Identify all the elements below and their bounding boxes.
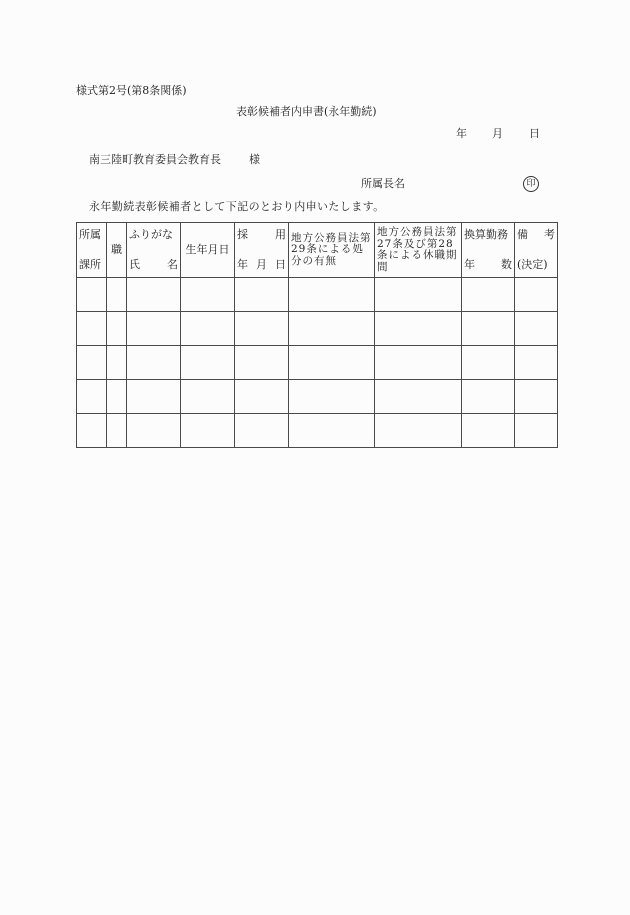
cell-position[interactable]	[107, 312, 127, 346]
addressee-honorific: 様	[249, 153, 260, 166]
header-service-labels	[464, 259, 512, 271]
header-hire-ymd	[237, 259, 286, 271]
cell-article27-28[interactable]	[375, 346, 462, 380]
header-affiliation-line1: 所属	[79, 228, 101, 241]
header-article29	[289, 223, 375, 278]
cell-name[interactable]	[127, 380, 181, 414]
cell-remarks[interactable]	[515, 380, 558, 414]
cell-article29[interactable]	[289, 312, 375, 346]
cell-remarks[interactable]	[515, 312, 558, 346]
cell-name[interactable]	[127, 312, 181, 346]
table-row	[77, 414, 558, 448]
cell-article27-28[interactable]	[375, 278, 462, 312]
document-title: 表彰候補者内申書(永年勤続)	[236, 105, 377, 118]
cell-remarks[interactable]	[515, 278, 558, 312]
cell-name[interactable]	[127, 346, 181, 380]
header-hire-labels	[237, 229, 286, 241]
cell-article27-28[interactable]	[375, 312, 462, 346]
header-article27-28-text: 地方公務員法第27条及び第28条による休職期間	[377, 226, 458, 273]
principal-name-label: 所属長名	[361, 177, 405, 190]
header-service-line1: 換算勤務	[464, 228, 508, 241]
table-row	[77, 278, 558, 312]
cell-article29[interactable]	[289, 278, 375, 312]
date-day-label: 日	[529, 127, 540, 140]
cell-hire-date[interactable]	[235, 278, 289, 312]
date-year-label: 年	[456, 127, 467, 140]
cell-position[interactable]	[107, 414, 127, 448]
cell-hire-date[interactable]	[235, 380, 289, 414]
header-affiliation-line2: 課所	[79, 258, 101, 271]
header-hire-day: 日	[275, 258, 286, 271]
cell-birthdate[interactable]	[181, 278, 235, 312]
cell-service-years[interactable]	[462, 380, 515, 414]
cell-position[interactable]	[107, 346, 127, 380]
date-month-label: 月	[492, 127, 503, 140]
header-hire-year: 年	[237, 258, 248, 271]
header-remarks-b: 考	[544, 228, 555, 241]
cell-remarks[interactable]	[515, 346, 558, 380]
cell-birthdate[interactable]	[181, 312, 235, 346]
header-article27-28	[375, 223, 462, 278]
header-remarks	[515, 223, 558, 278]
cell-hire-date[interactable]	[235, 312, 289, 346]
cell-birthdate[interactable]	[181, 414, 235, 448]
header-name	[127, 223, 181, 278]
header-position: 職	[107, 223, 127, 278]
table-header-row	[77, 223, 558, 278]
header-birthdate: 生年月日	[181, 223, 235, 278]
cell-position[interactable]	[107, 278, 127, 312]
cell-service-years[interactable]	[462, 278, 515, 312]
header-service-label-b: 数	[501, 258, 512, 271]
cell-article27-28[interactable]	[375, 380, 462, 414]
header-article29-text: 地方公務員法第29条による処分の有無	[291, 231, 372, 267]
table-row	[77, 312, 558, 346]
header-affiliation	[77, 223, 107, 278]
cell-birthdate[interactable]	[181, 346, 235, 380]
cell-service-years[interactable]	[462, 346, 515, 380]
cell-affiliation[interactable]	[77, 414, 107, 448]
header-service-label-a: 年	[464, 258, 475, 271]
header-hire-date	[235, 223, 289, 278]
form-number: 様式第2号(第8条関係)	[76, 84, 187, 97]
cell-name[interactable]	[127, 414, 181, 448]
header-name-labels	[129, 259, 178, 271]
addressee: 南三陸町教育委員会教育長	[89, 153, 221, 166]
cell-article27-28[interactable]	[375, 414, 462, 448]
cell-article29[interactable]	[289, 346, 375, 380]
cell-remarks[interactable]	[515, 414, 558, 448]
cell-hire-date[interactable]	[235, 346, 289, 380]
header-remarks-line2: (決定)	[517, 258, 548, 271]
header-remarks-a: 備	[517, 228, 528, 241]
header-name-label-a: 氏	[129, 258, 140, 271]
header-hire-label-b: 用	[275, 228, 286, 241]
cell-article29[interactable]	[289, 414, 375, 448]
header-hire-label-a: 採	[237, 228, 248, 241]
cell-affiliation[interactable]	[77, 380, 107, 414]
cell-article29[interactable]	[289, 380, 375, 414]
header-service-years	[462, 223, 515, 278]
header-furigana: ふりがな	[129, 228, 173, 241]
header-remarks-labels	[517, 229, 555, 241]
body-text: 永年勤続表彰候補者として下記のとおり内申いたします。	[89, 200, 385, 213]
cell-hire-date[interactable]	[235, 414, 289, 448]
header-name-label-b: 名	[167, 258, 178, 271]
cell-affiliation[interactable]	[77, 346, 107, 380]
table-row	[77, 346, 558, 380]
cell-affiliation[interactable]	[77, 278, 107, 312]
cell-affiliation[interactable]	[77, 312, 107, 346]
seal-icon: 印	[523, 176, 539, 192]
header-hire-month: 月	[256, 258, 267, 271]
cell-position[interactable]	[107, 380, 127, 414]
cell-name[interactable]	[127, 278, 181, 312]
cell-service-years[interactable]	[462, 414, 515, 448]
nomination-table	[76, 222, 558, 448]
table-row	[77, 380, 558, 414]
cell-service-years[interactable]	[462, 312, 515, 346]
cell-birthdate[interactable]	[181, 380, 235, 414]
